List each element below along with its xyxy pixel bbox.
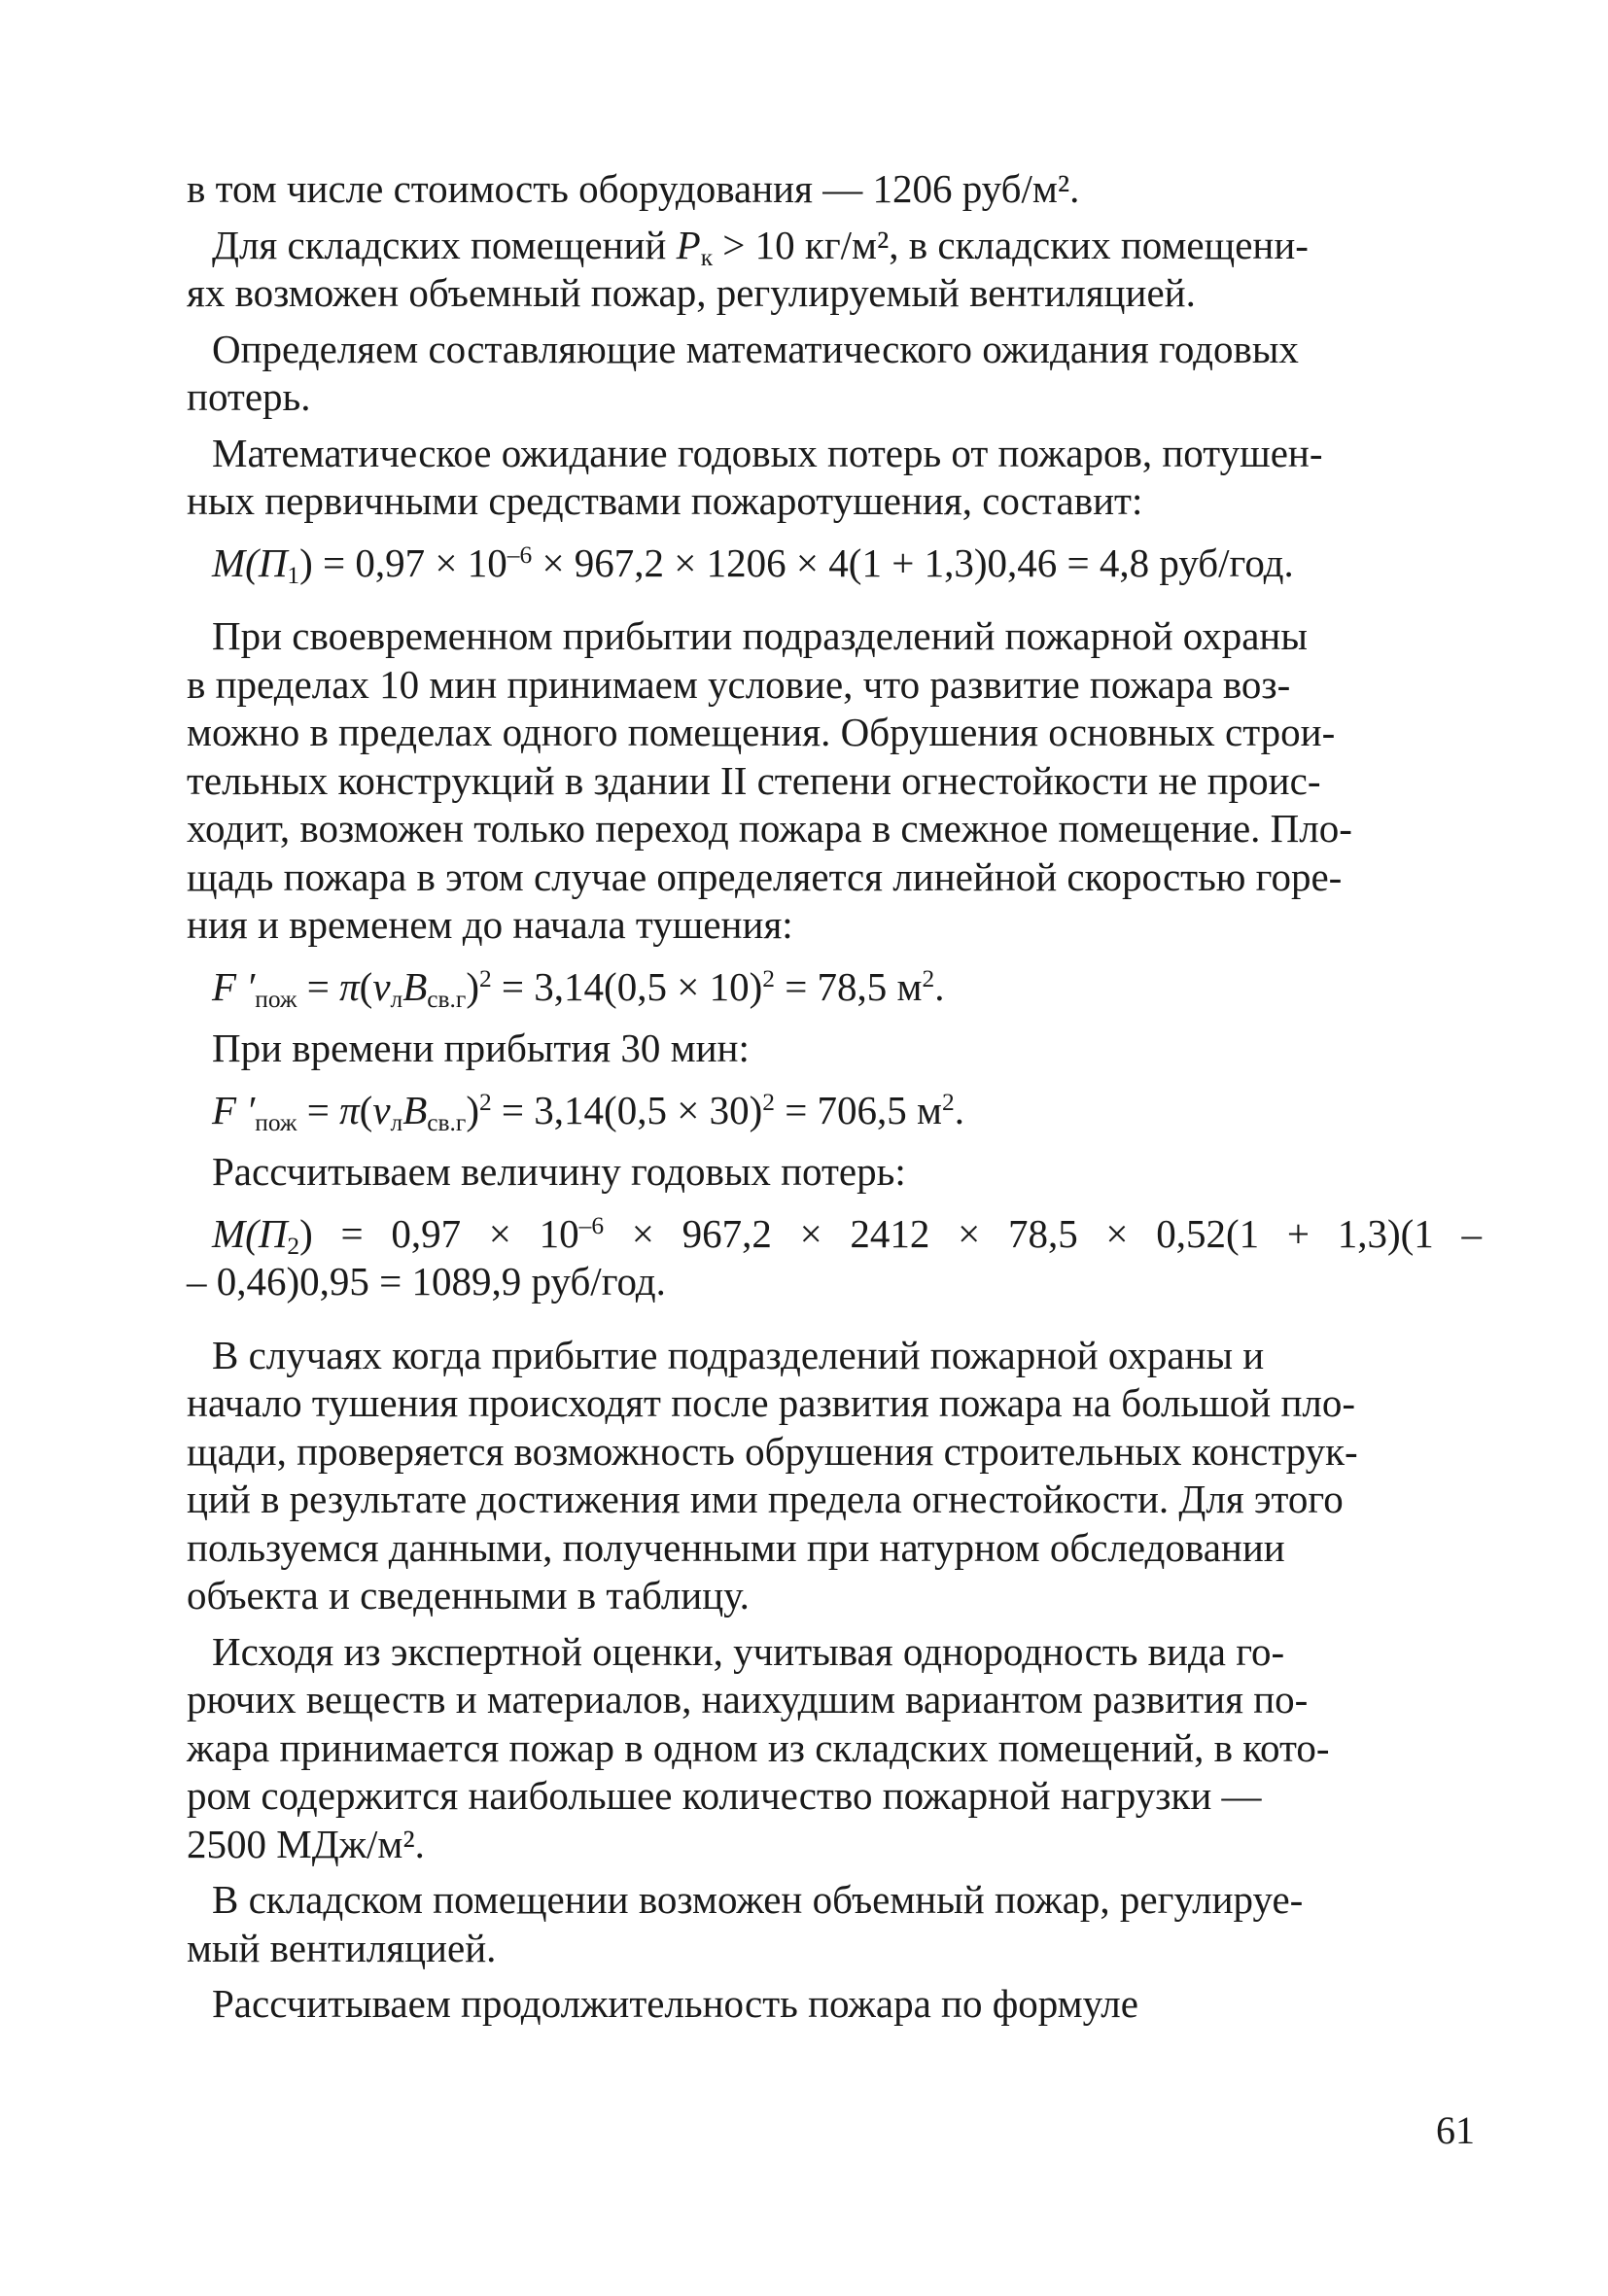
paragraph-equipment-cost: в том числе стоимость оборудования — 1206 руб/м².	[187, 166, 1080, 211]
paragraph-calc-duration: Рассчитываем продолжительность пожара по формуле	[212, 1981, 1138, 2026]
paragraph-define-components: Определяем составляющие математического ожидания годовых потерь.	[187, 326, 1299, 419]
equation-m-p1: $М(П_1) = 0,97 \times 10^{-6} \times 967,2 \times 1206 \times 4(1 + 1,3)0,46 = 4,8$ руб/год.	[212, 539, 1294, 589]
page-number: 61	[1436, 2108, 1475, 2152]
equation-m-p2-continued: – 0,46)0,95 = 1089,9 руб/год.	[187, 1259, 666, 1304]
paragraph-timely-arrival: При своевременном прибытии подразделений пожарной охраны в пределах 10 мин принимаем условие, что развитие пожара воз- можно в пределах одного помещения. Обрушения основных строи- тельных конструкций в здании II степени огнестойкости не проис- ходит, возможен только переход пожара в смежное помещение. Пло- щадь пожара в этом случае определяется линейной скоростью горе- ния и временем до начала тушения:	[187, 613, 1352, 947]
paragraph-calc-annual-loss: Рассчитываем величину годовых потерь:	[212, 1149, 906, 1194]
paragraph-late-arrival: В случаях когда прибытие подразделений пожарной охраны и начало тушения происходят после развития пожара на большой пло- щади, проверяется возможность обрушения строительных конструк- ций в результате достижения ими предела огнестойкости. Для этого пользуемся данными, полученными при натурном обследовании объекта и сведенными в таблицу.	[187, 1332, 1358, 1618]
paragraph-expected-loss-primary: Математическое ожидание годовых потерь от пожаров, потушен- ных первичными средствами пожаротушения, составит:	[187, 430, 1323, 523]
page-text	[187, 165, 1482, 2029]
paragraph-warehouse-load: Для складских помещений $Р_к > 10$ кг/м², в складских помещени- ях возможен объемный пожар, регулируемый вентиляцией.	[187, 222, 1309, 315]
equation-fire-area-10: F $'_{пож} = \pi(v_лB_{св.г})^2 = 3,14(0,5 \times 10)^2 = 78,5$ $м^2$.	[212, 963, 945, 1013]
equation-fire-area-30: F $'_{пож} = \pi(v_лB_{св.г})^2 = 3,14(0,5 \times 30)^2 = 706,5$ $м^2$.	[212, 1087, 964, 1136]
paragraph-expert-assessment: Исходя из экспертной оценки, учитывая однородность вида го- рючих веществ и материалов, наихудшим вариантом развития по- жара принимается пожар в одном из складских помещений, в кото- ром содержится наибольшее количество пожарной нагрузки — 2500 МДж/м².	[187, 1628, 1330, 1866]
equation-m-p2: $М(П_2) = 0,97 \times 10^{-6} \times 967,2 \times 2412 \times 78,5 \times 0,52(1 + 1,3)(1$ –	[212, 1210, 1482, 1260]
paragraph-volume-fire: В складском помещении возможен объемный пожар, регулируе- мый вентиляцией.	[187, 1877, 1304, 1970]
paragraph-arrival-30: При времени прибытия 30 мин:	[212, 1026, 750, 1070]
